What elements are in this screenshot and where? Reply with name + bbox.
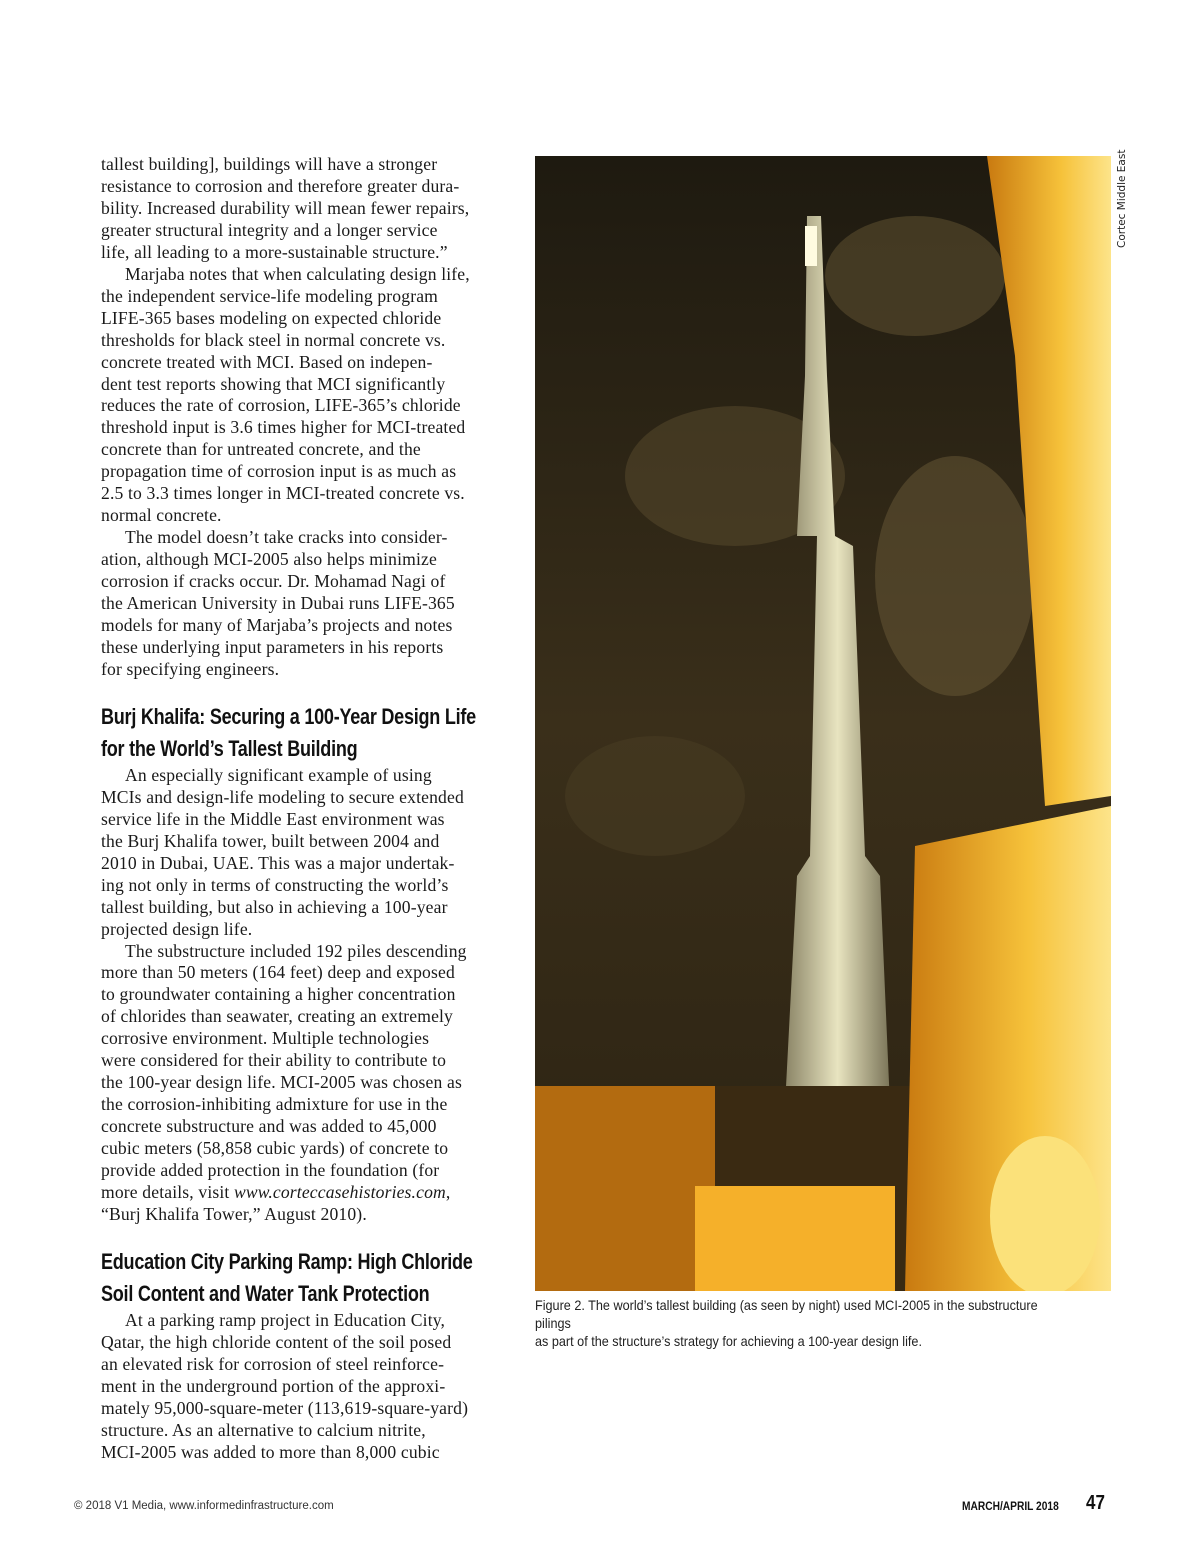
paragraph-line: an elevated risk for corrosion of steel reinforce- [101,1353,445,1374]
paragraph-line: tallest building], buildings will have a stronger [101,154,438,174]
paragraph-line: provide added protection in the foundation (for [101,1160,440,1181]
paragraph-line: The model doesn’t take cracks into consider- [125,527,448,548]
paragraph-line: cubic meters (58,858 cubic yards) of concrete to [101,1138,449,1159]
paragraph-line: the Burj Khalifa tower, built between 2004 and [101,830,440,851]
paragraph-line: mately 95,000-square-meter (113,619-square-yard) [101,1397,469,1418]
paragraph-line: thresholds for black steel in normal concrete vs. [101,329,446,350]
case-histories-link: www.corteccasehistories.com [233,1181,446,1202]
paragraph-line: Qatar, the high chloride content of the soil posed [101,1331,452,1352]
section-heading-line: Soil Content and Water Tank Protection [101,1280,430,1306]
paragraph-line: 2.5 to 3.3 times longer in MCI-treated concrete vs. [101,483,465,504]
paragraph-line: more details, visit www.corteccasehistories.com, [101,1181,451,1202]
paragraph-line: the 100-year design life. MCI-2005 was chosen as [101,1072,462,1093]
paragraph-line: concrete substructure and was added to 45,000 [101,1116,437,1137]
paragraph-line: corrosion if cracks occur. Dr. Mohamad Nagi of [101,571,446,592]
paragraph-line: greater structural integrity and a longer service [101,219,438,240]
paragraph-line: the independent service-life modeling program [101,285,439,306]
paragraph-line: service life in the Middle East environment was [101,808,445,829]
paragraph-line: projected design life. [101,918,253,939]
paragraph-line: ation, although MCI-2005 also helps minimize [101,549,437,570]
section-heading-line: Burj Khalifa: Securing a 100-Year Design Life [101,703,476,729]
paragraph-line: Marjaba notes that when calculating design life, [125,263,470,284]
paragraph-line: An especially significant example of using [125,764,432,785]
paragraph-line: resistance to corrosion and therefore greater dura- [101,175,460,196]
paragraph-line: MCIs and design-life modeling to secure extended [101,786,464,807]
paragraph-line: ment in the underground portion of the approxi- [101,1375,446,1396]
paragraph-line: life, all leading to a more-sustainable structure.” [101,241,448,262]
photo-illustration [535,156,1111,1291]
paragraph-line: bility. Increased durability will mean fewer repairs, [101,197,470,218]
caption-line: as part of the structure’s strategy for achieving a 100-year design life. [535,1334,922,1349]
paragraph-line: models for many of Marjaba’s projects and notes [101,615,453,636]
paragraph-line: The substructure included 192 piles descending [125,940,467,961]
paragraph-line: concrete treated with MCI. Based on indepen- [101,351,433,372]
paragraph-line: propagation time of corrosion input is as much as [101,461,457,482]
paragraph-line: corrosive environment. Multiple technologies [101,1028,430,1049]
paragraph-line: tallest building, but also in achieving a 100-year [101,896,448,917]
paragraph-line: normal concrete. [101,505,222,526]
paragraph-line: concrete than for untreated concrete, and the [101,439,421,460]
paragraph-line: LIFE-365 bases modeling on expected chloride [101,307,442,328]
article-column [101,154,511,1464]
copyright-notice: © 2018 V1 Media, www.informedinfrastructure.com [74,1500,334,1512]
page-number: 47 [1086,1492,1105,1514]
section-heading-line: for the World’s Tallest Building [101,735,358,761]
paragraph-line: these underlying input parameters in his reports [101,636,444,657]
section-spacer [101,1226,511,1246]
paragraph-line: “Burj Khalifa Tower,” August 2010). [101,1203,367,1224]
paragraph-line: At a parking ramp project in Education City, [125,1309,446,1330]
section-spacer [101,681,511,701]
paragraph-line: structure. As an alternative to calcium nitrite, [101,1419,426,1440]
burj-khalifa-photo [535,156,1111,1291]
paragraph-line: for specifying engineers. [101,658,280,679]
paragraph-line: the American University in Dubai runs LIFE-365 [101,593,455,614]
paragraph-line: dent test reports showing that MCI significantly [101,373,446,394]
paragraph-line: MCI-2005 was added to more than 8,000 cubic [101,1441,440,1462]
paragraph-line: ing not only in terms of constructing the world’s [101,874,449,895]
paragraph-line: to groundwater containing a higher concentration [101,984,456,1005]
paragraph-line: more than 50 meters (164 feet) deep and exposed [101,962,455,983]
paragraph-line: threshold input is 3.6 times higher for MCI-treated [101,417,466,438]
photo-credit: Cortec Middle East [1116,149,1128,248]
paragraph-line: the corrosion-inhibiting admixture for use in the [101,1094,448,1115]
figure-caption [535,1297,1074,1351]
paragraph-line: of chlorides than seawater, creating an extremely [101,1006,454,1027]
caption-line: Figure 2. The world’s tallest building (as seen by night) used MCI-2005 in the substructure pilings [535,1298,1038,1331]
section-heading-line: Education City Parking Ramp: High Chloride [101,1248,473,1274]
paragraph-line: were considered for their ability to contribute to [101,1050,447,1071]
paragraph-line: 2010 in Dubai, UAE. This was a major undertak- [101,852,455,873]
paragraph-line: reduces the rate of corrosion, LIFE-365’s chloride [101,395,461,416]
issue-date: MARCH/APRIL 2018 [962,1499,1059,1513]
